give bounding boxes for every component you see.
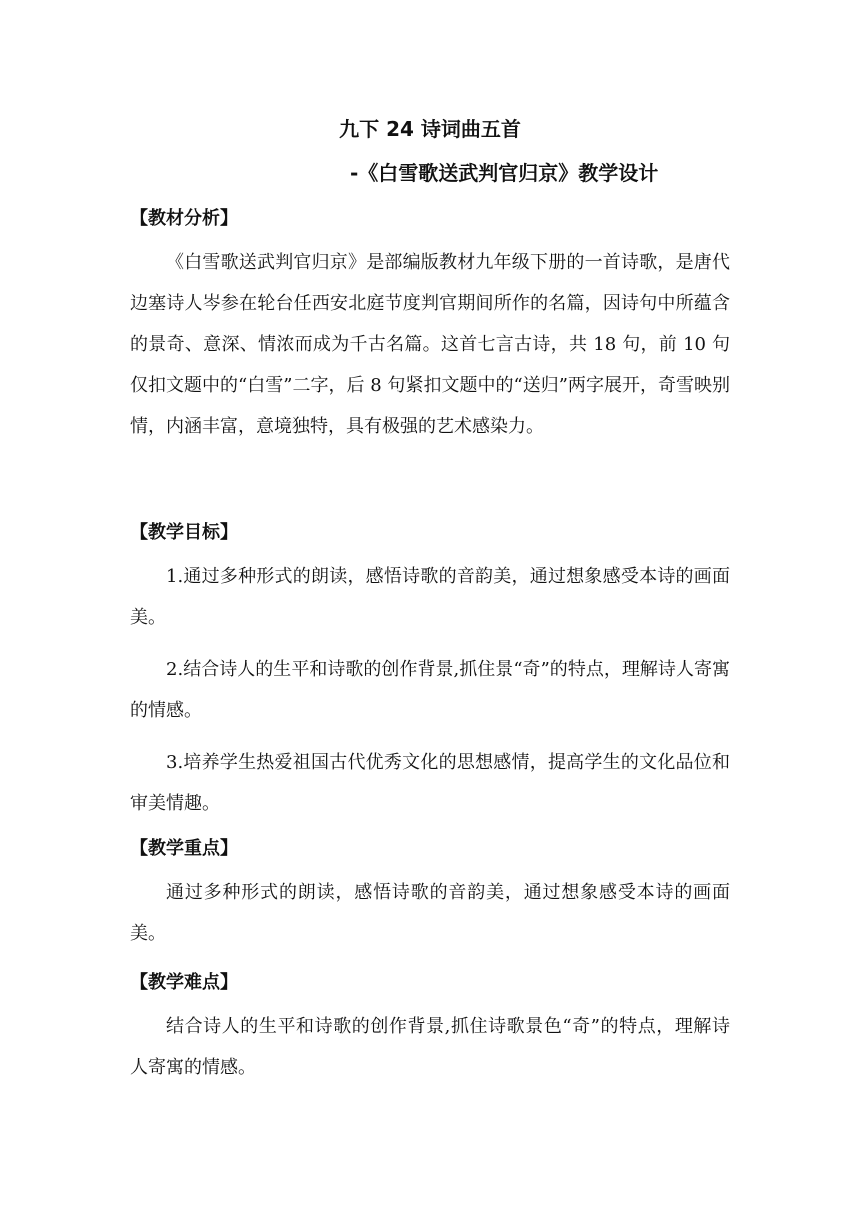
teaching-difficulty-paragraph: 结合诗人的生平和诗歌的创作背景,抓住诗歌景色“奇”的特点，理解诗人寄寓的情感。 [130,1016,730,1078]
teaching-goal-1: 1.通过多种形式的朗读，感悟诗歌的音韵美，通过想象感受本诗的画面美。 [130,566,730,628]
section-heading-teaching-focus: 【教学重点】 [130,838,238,859]
section-heading-textbook-analysis: 【教材分析】 [130,208,238,229]
document-subtitle: -《白雪歌送武判官归京》教学设计 [350,161,659,185]
section-heading-teaching-goals: 【教学目标】 [130,522,238,543]
textbook-analysis-paragraph: 《白雪歌送武判官归京》是部编版教材九年级下册的一首诗歌，是唐代边塞诗人岑参在轮台任西安北庭节度判官期间所作的名篇，因诗句中所蕴含的景奇、意深、情浓而成为千古名篇。这首七言古诗，共 18 句，前 10 句仅扣文题中的“白雪”二字，后 8 句紧扣文题中的“送归”两字展开，奇雪映别情，内涵丰富，意境独特，具有极强的艺术感染力。 [130,252,730,437]
teaching-goal-3: 3.培养学生热爱祖国古代优秀文化的思想感情，提高学生的文化品位和审美情趣。 [130,752,730,814]
teaching-goal-2: 2.结合诗人的生平和诗歌的创作背景,抓住景“奇”的特点，理解诗人寄寓的情感。 [130,659,730,721]
section-heading-teaching-difficulty: 【教学难点】 [130,972,238,993]
document-title: 九下 24 诗词曲五首 [339,117,521,141]
teaching-focus-paragraph: 通过多种形式的朗读，感悟诗歌的音韵美，通过想象感受本诗的画面美。 [130,882,730,944]
